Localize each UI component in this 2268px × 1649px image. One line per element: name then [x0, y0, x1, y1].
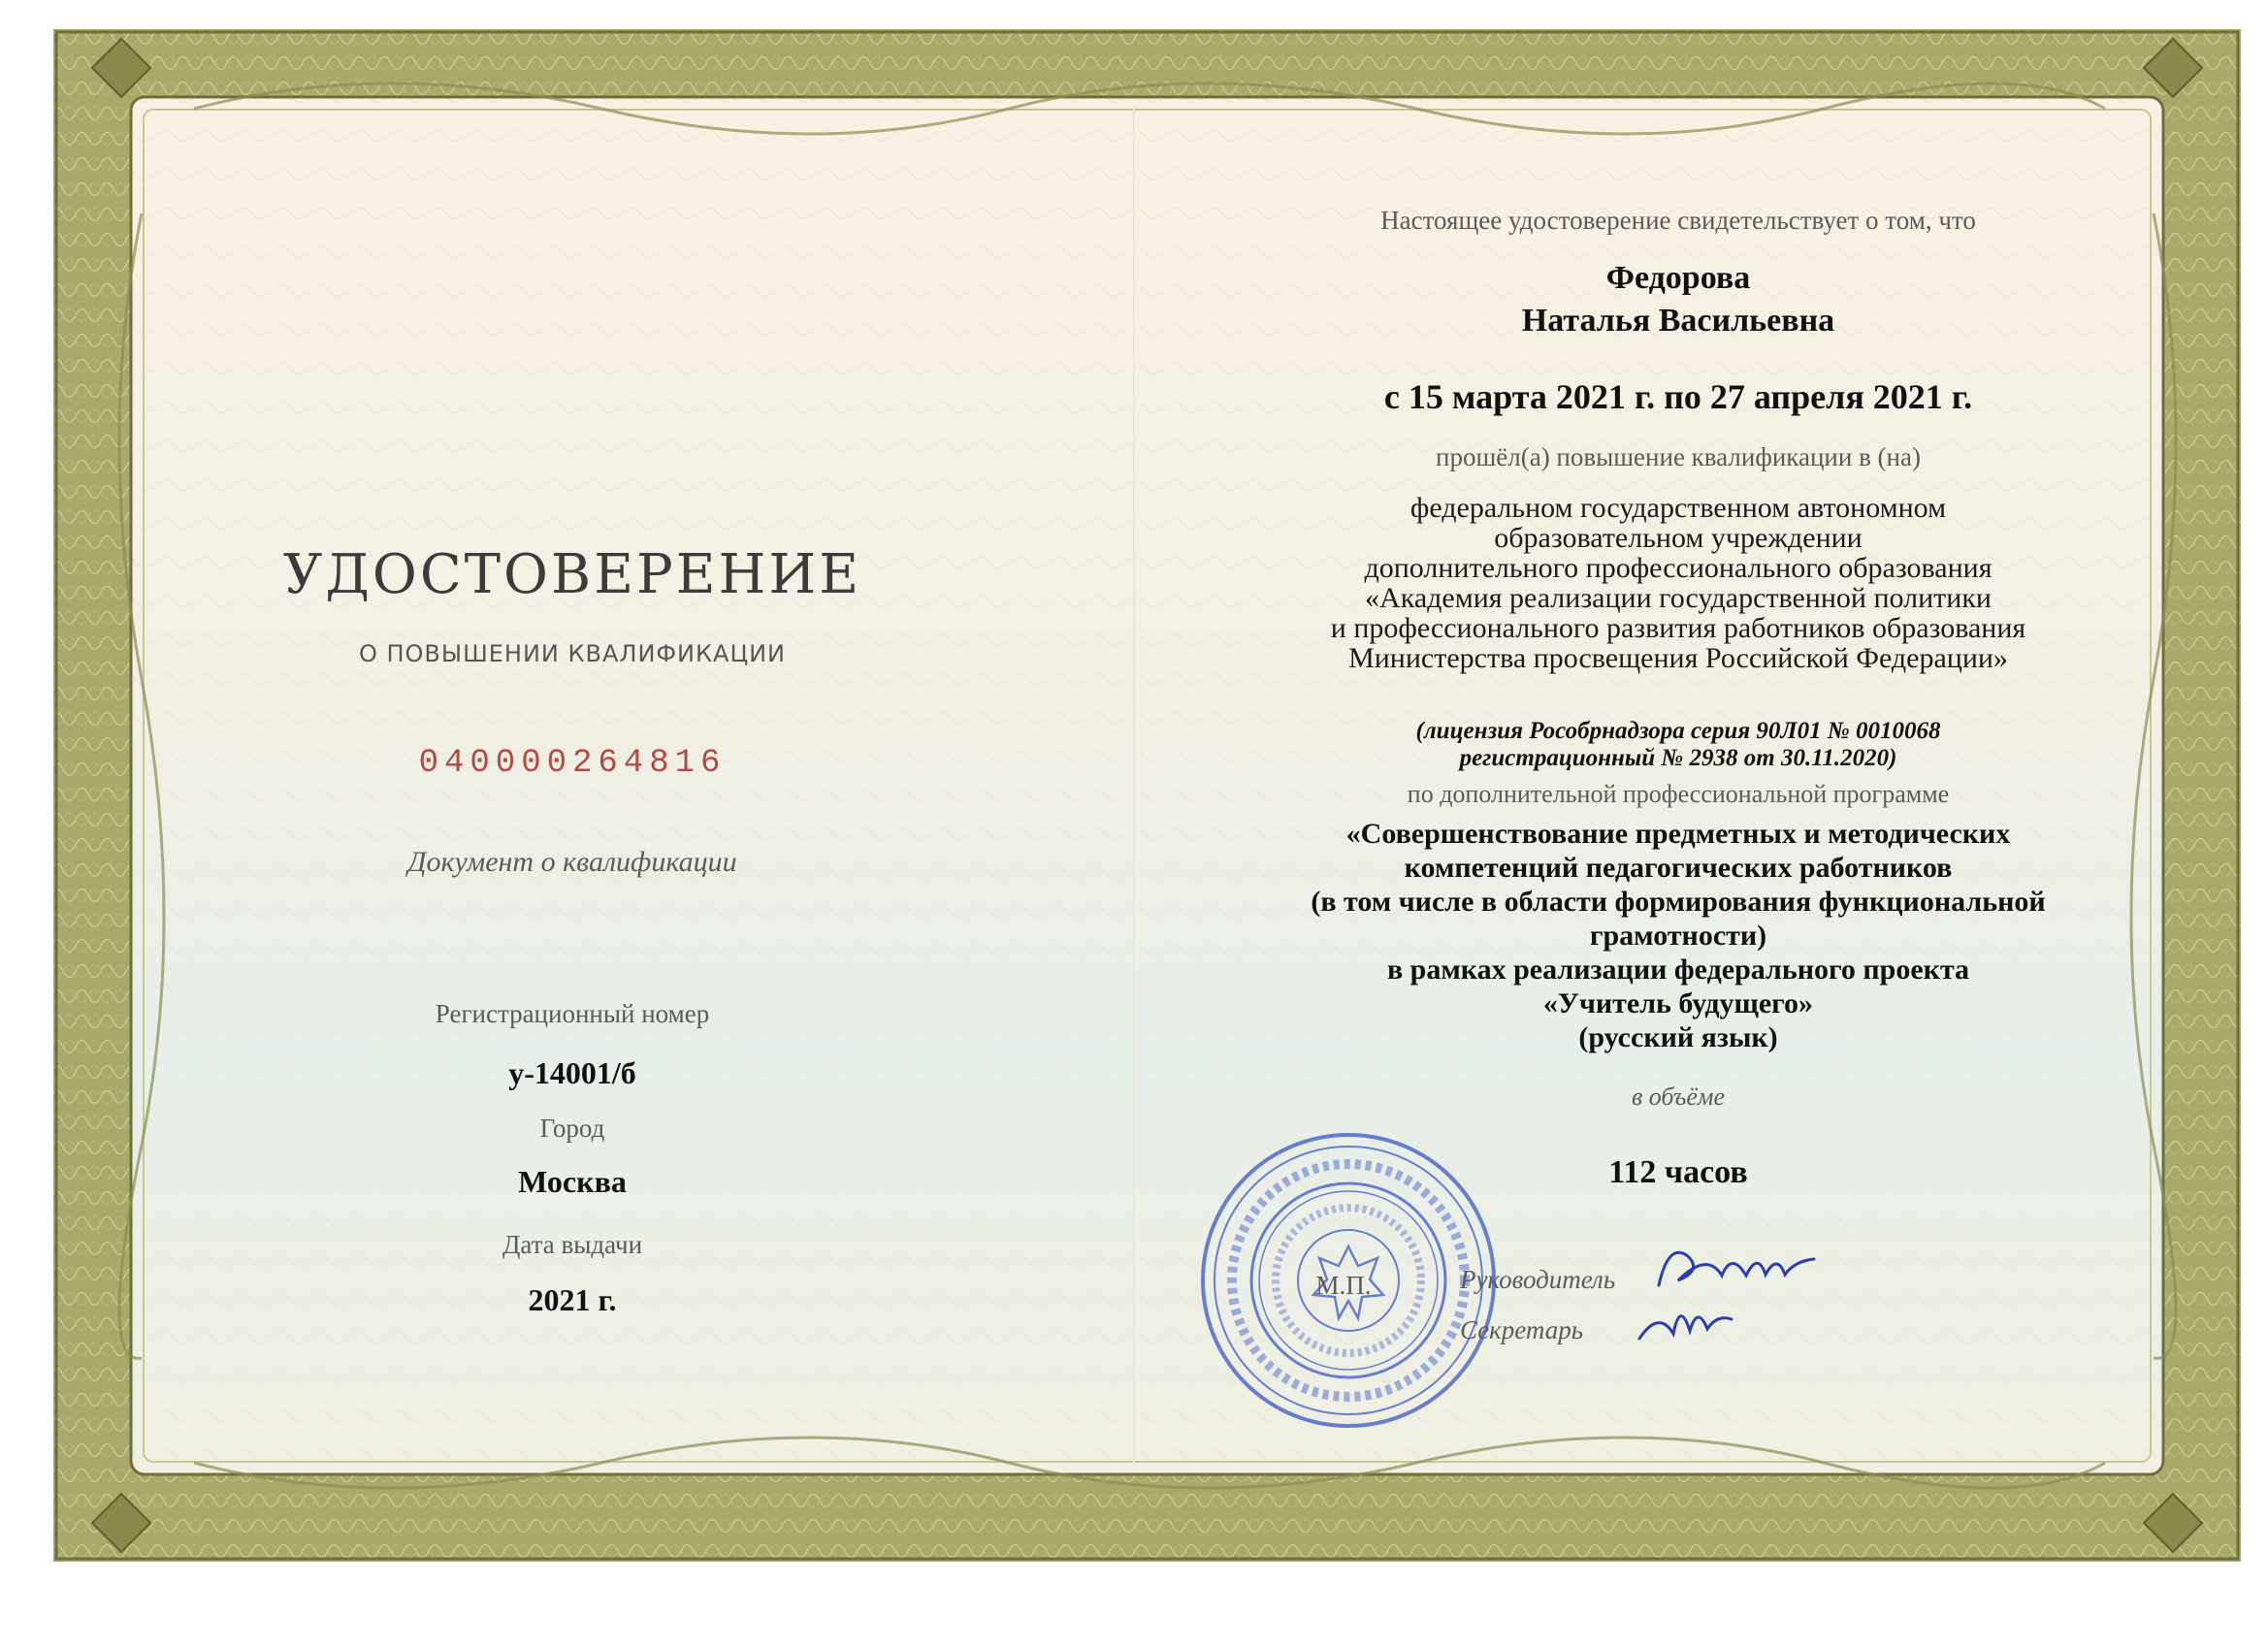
license-block	[1242, 718, 2115, 772]
certificate-subtitle: О ПОВЫШЕНИИ КВАЛИФИКАЦИИ	[358, 640, 787, 667]
program-line: (в том числе в области формирования функциональной	[1311, 886, 2046, 918]
registration-number: у-14001/б	[508, 1055, 636, 1090]
head-label: Руководитель	[1460, 1265, 1616, 1294]
recipient-surname: Федорова	[1605, 260, 1751, 296]
institution-line: образовательном учреждении	[1494, 522, 1863, 554]
institution-line: и профессионального развития работников образования	[1330, 612, 2026, 644]
registration-label: Регистрационный номер	[435, 999, 710, 1028]
institution-line: «Академия реализации государственной политики	[1365, 582, 1992, 614]
license-line: (лицензия Рособрнадзора серия 90Л01 № 0010068	[1415, 718, 1941, 744]
volume-label: в объёме	[1631, 1083, 1726, 1111]
issue-date-value: 2021 г.	[528, 1282, 617, 1317]
license-line: регистрационный № 2938 от 30.11.2020)	[1459, 745, 1897, 771]
institution-line: Министерства просвещения Российской Федерации»	[1348, 642, 2008, 674]
city-value: Москва	[518, 1164, 627, 1199]
program-line: в рамках реализации федерального проекта	[1386, 954, 1970, 986]
program-label: по дополнительной профессиональной программе	[1407, 780, 1950, 808]
document-type: Документ о квалификации	[407, 846, 737, 878]
program-line: (русский язык)	[1578, 1021, 1778, 1053]
passed-text: прошёл(а) повышение квалификации в (на)	[1436, 442, 1921, 471]
institution-line: дополнительного профессионального образования	[1364, 552, 1993, 584]
program-block	[1213, 817, 2144, 1054]
secretary-signature	[1630, 1290, 1746, 1358]
volume-value: 112 часов	[1608, 1154, 1748, 1190]
program-line: «Учитель будущего»	[1542, 987, 1814, 1019]
institution-block	[1213, 493, 2144, 673]
city-label: Город	[539, 1114, 605, 1143]
serial-number: 040000264816	[418, 745, 727, 782]
issue-date-label: Дата выдачи	[502, 1230, 643, 1259]
program-line: грамотности)	[1589, 920, 1767, 952]
secretary-label: Секретарь	[1460, 1315, 1584, 1344]
recipient-name: Наталья Васильевна	[1521, 303, 1835, 339]
institution-line: федеральном государственном автономном	[1409, 492, 1947, 524]
training-period: с 15 марта 2021 г. по 27 апреля 2021 г.	[1383, 377, 1973, 416]
intro-text: Настоящее удостоверение свидетельствует о том, что	[1380, 206, 1976, 235]
program-line: компетенций педагогических работников	[1404, 852, 1953, 884]
stamp-place-mark: М.П.	[1315, 1271, 1372, 1300]
program-line: «Совершенствование предметных и методических	[1345, 818, 2011, 850]
certificate-title: УДОСТОВЕРЕНИЕ	[282, 543, 862, 606]
